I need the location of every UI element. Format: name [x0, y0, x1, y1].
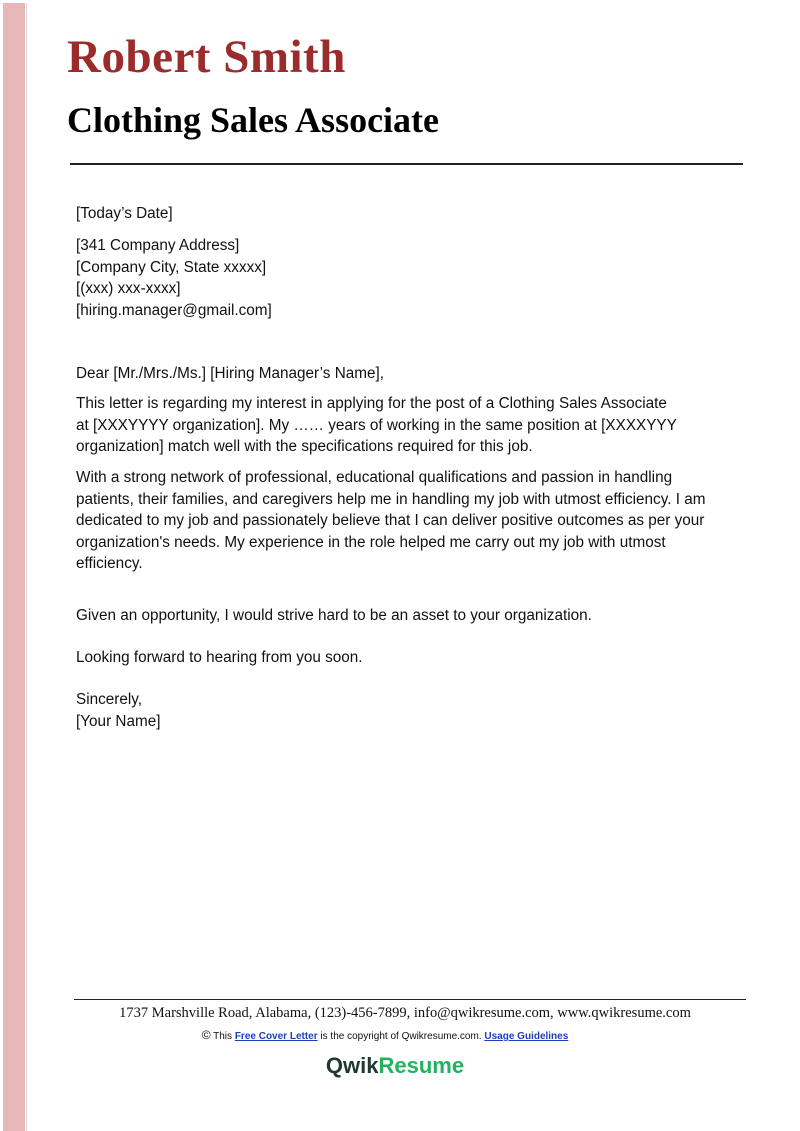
text-line: at [XXXYYYY organization]. My …… years of working in the same position at [XXXXYYY [76, 416, 677, 434]
paragraph-2 [76, 467, 705, 575]
footer-address: 1737 Marshville Road, Alabama, (123)-456-7899, info@qwikresume.com, www.qwikresume.com [119, 1005, 691, 1021]
recipient-phone: [(xxx) xxx-xxxx] [76, 280, 181, 297]
job-title: Clothing Sales Associate [67, 100, 440, 140]
recipient-city: [Company City, State xxxxx] [76, 258, 267, 276]
copyright-pre: This [213, 1031, 233, 1042]
salutation: Dear [Mr./Mrs./Ms.] [Hiring Manager’s Name], [76, 365, 384, 382]
paragraph-3: Given an opportunity, I would strive hard to be an asset to your organization. [76, 607, 592, 624]
text-line: patients, their families, and caregivers help me in handling my job with utmost efficiency. I am [76, 490, 706, 508]
recipient-block [76, 235, 272, 321]
text-line: organization's needs. My experience in the role helped me carry out my job with utmost [76, 533, 666, 551]
signature: [Your Name] [76, 712, 161, 730]
text-line: This letter is regarding my interest in applying for the post of a Clothing Sales Associate [76, 395, 667, 412]
qwikresume-logo [0, 1053, 790, 1079]
applicant-name: Robert Smith [67, 31, 346, 83]
text-line: With a strong network of professional, educational qualifications and passion in handling [76, 469, 673, 486]
logo-part-resume: Resume [378, 1053, 465, 1078]
logo-part-qwik: Qwik [325, 1053, 379, 1078]
side-stripe-edge [26, 3, 27, 1131]
side-stripe [3, 3, 25, 1131]
free-cover-letter-link[interactable]: Free Cover Letter [234, 1031, 318, 1042]
text-line: organization] match well with the specifications required for this job. [76, 438, 533, 455]
date: [Today’s Date] [76, 205, 173, 222]
usage-guidelines-link[interactable]: Usage Guidelines [484, 1031, 569, 1042]
paragraph-1 [76, 393, 677, 458]
text-line: efficiency. [76, 555, 143, 572]
recipient-address: [341 Company Address] [76, 237, 240, 254]
copyright-icon: © [201, 1028, 211, 1042]
recipient-email: [hiring.manager@gmail.com] [76, 301, 272, 319]
header-divider [70, 163, 743, 165]
paragraph-4: Looking forward to hearing from you soon. [76, 649, 363, 666]
closing: Sincerely, [76, 691, 143, 708]
text-line: dedicated to my job and passionately believe that I can deliver positive outcomes as per your [76, 512, 705, 529]
footer-copyright [0, 1028, 770, 1042]
copyright-text: is the copyright of Qwikresume.com. [320, 1031, 482, 1042]
closing-block [76, 689, 160, 732]
footer-divider [74, 999, 746, 1000]
